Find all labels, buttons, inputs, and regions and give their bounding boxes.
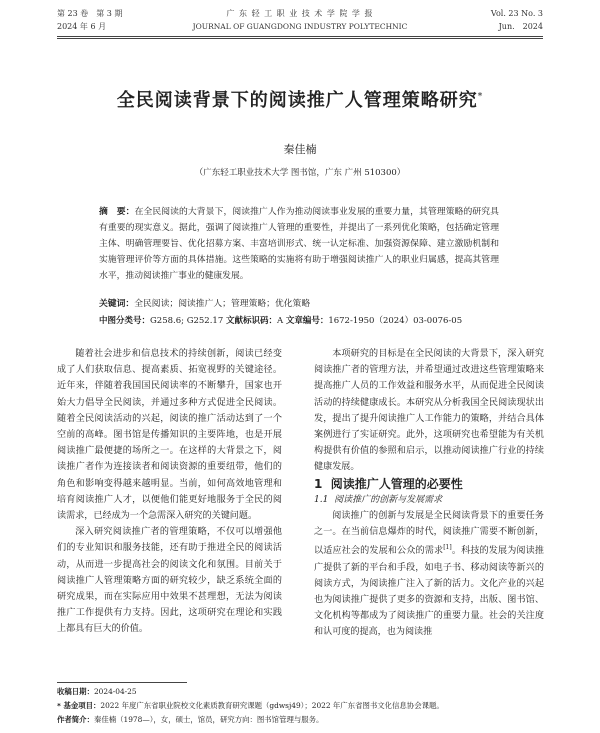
body-paragraph: 随着社会进步和信息技术的持续创新，阅读已经变成了人们获取信息、提高素质、拓宽视野的关键途径。近年来，伴随着我国国民阅读率的不断攀升，国家也开始大力倡导全民阅读，并通过多种方式促进全民阅读。随着全民阅读活动的兴起，阅读的推广活动达到了一个空前的高峰。图书馆是传播知识的主要阵地，也是开展阅读推广最便捷的场所之一。在这样的大背景之下，阅读推广者作为连接读者和阅读资源的重要纽带，他们的角色和影响变得越来越明显。当前，如何高效地管理和培育阅读推广人才，以便他们能更好地服务于全民的阅读需求，已经成为一个急需深入研究的关键问题。: [57, 349, 282, 522]
classification-line: [99, 313, 529, 329]
header-date-en: Jun. 2024: [498, 22, 543, 31]
keywords-text: 全民阅读；阅读推广人；管理策略；优化策略: [134, 299, 311, 309]
footnote-rule: [57, 682, 187, 683]
fund-text: 2022 年度广东省职业院校文化素质教育研究课题（gdwsj49）；2022 年广东省图书文化信息协会课题。: [100, 701, 444, 710]
subsection-heading: [314, 492, 544, 508]
header-rule: [57, 36, 543, 37]
doc-code-label: 文献标识码：: [225, 316, 277, 326]
body-paragraph: [314, 508, 544, 641]
clc-value: G258.6; G252.17: [150, 316, 224, 326]
section-number: 1: [314, 476, 323, 491]
header-vol-no-en: Vol. 23 No. 3: [490, 9, 543, 18]
clc-label: 中图分类号：: [99, 316, 151, 326]
section-title: 阅读推广人管理的必要性: [330, 476, 463, 491]
author-name: 秦佳楠: [283, 143, 317, 156]
subsection-number: 1.1: [314, 494, 329, 505]
subsection-title: 阅读推广的创新与发展需求: [334, 494, 443, 505]
title-footnote-mark: *: [477, 92, 484, 102]
header-journal-cn: 广 东 轻 工 职 业 技 术 学 院 学 报: [226, 9, 374, 18]
author-affiliation: （广东轻工职业技术大学 图书馆，广东 广州 510300）: [194, 168, 406, 178]
header-rule-double: [57, 38, 543, 39]
received-label: 收稿日期：: [57, 687, 94, 696]
right-column: [314, 346, 544, 641]
bio-text: 秦佳楠（1978—），女，硕士，馆员，研究方向：图书馆管理与服务。: [93, 715, 324, 724]
paper-title-text: 全民阅读背景下的阅读推广人管理策略研究: [116, 90, 478, 111]
article-number-label: 文章编号：: [285, 316, 329, 326]
abstract-text: 在全民阅读的大背景下，阅读推广人作为推动阅读事业发展的重要力量，其管理策略的研究具有重要的现实意义。据此，强调了阅读推广人管理的重要性，并提出了一系列优化策略，包括确定管理主体、明确管理要旨、优化招募方案、丰富培训形式、统一认定标准、加强资源保障、建立激励机制和实施管理评价等方面的具体措施。这些策略的实施将有助于增强阅读推广人的职业归属感，提高其管理水平，推动阅读推广事业的健康发展。: [99, 207, 499, 281]
keywords: [99, 296, 519, 312]
body-paragraph: 本项研究的目标是在全民阅读的大背景下，深入研究阅读推广者的管理方法，并希望通过改进这些管理策略来提高推广人员的工作效益和服务水平，从而促进全民阅读活动的持续健康成长。本研究从分析我国全民阅读现状出发，提出了提升阅读推广人工作能力的策略，并结合具体案例进行了实证研究。此外，这项研究也希望能为有关机构提供有价值的参照和启示，以推动阅读推广行业的持续健康发展。: [314, 349, 544, 473]
body-text: 阅读推广的创新与发展是全民阅读背景下的重要任务之一。在当前信息爆炸的时代，阅读推广需要不断创新，以适应社会的发展和公众的需求: [314, 511, 544, 557]
doc-code-value: A: [276, 316, 284, 326]
left-column: [57, 346, 282, 638]
header-journal-en: JOURNAL OF GUANGDONG INDUSTRY POLYTECHNIC: [192, 22, 408, 31]
footnote-fund: [57, 700, 547, 712]
section-heading: [314, 476, 544, 492]
body-text: 。科技的发展为阅读推广提供了新的平台和手段，如电子书、移动阅读等新兴的阅读方式，为阅读推广注入了新的活力。文化产业的兴起也为阅读推广提供了更多的资源和支持，出版、图书馆、文化机构等都成为了阅读推广的重要力量。社会的关注度和认可度的提高，也为阅读推: [314, 546, 544, 638]
body-paragraph: 深入研究阅读推广者的管理策略，不仅可以增强他们的专业知识和服务技能，还有助于推进全民的阅读活动，从而进一步提高社会的阅读文化和氛围。目前关于阅读推广人管理策略方面的研究较少，缺乏系统全面的研究成果，而在实际应用中效果不甚理想，无法为阅读推广工作提供有力支持。因此，这项研究在理论和实践上都具有巨大的价值。: [57, 527, 282, 635]
footnote-author-bio: [57, 714, 547, 726]
citation-ref[interactable]: [1]: [443, 544, 452, 552]
abstract: [99, 204, 499, 284]
fund-label: * 基金项目：: [57, 701, 101, 710]
article-number-value: 1672-1950（2024）03-0076-05: [328, 316, 463, 326]
footnote-received: [57, 686, 547, 698]
bio-label: 作者简介：: [57, 715, 94, 724]
abstract-label: 摘 要：: [99, 207, 135, 217]
received-date: 2024-04-25: [93, 687, 137, 696]
header-volume-issue: 第 23 卷 第 3 期: [57, 9, 123, 18]
paper-title: [0, 86, 600, 112]
keywords-label: 关键词：: [99, 299, 135, 309]
header-date: 2024 年 6 月: [57, 22, 107, 31]
